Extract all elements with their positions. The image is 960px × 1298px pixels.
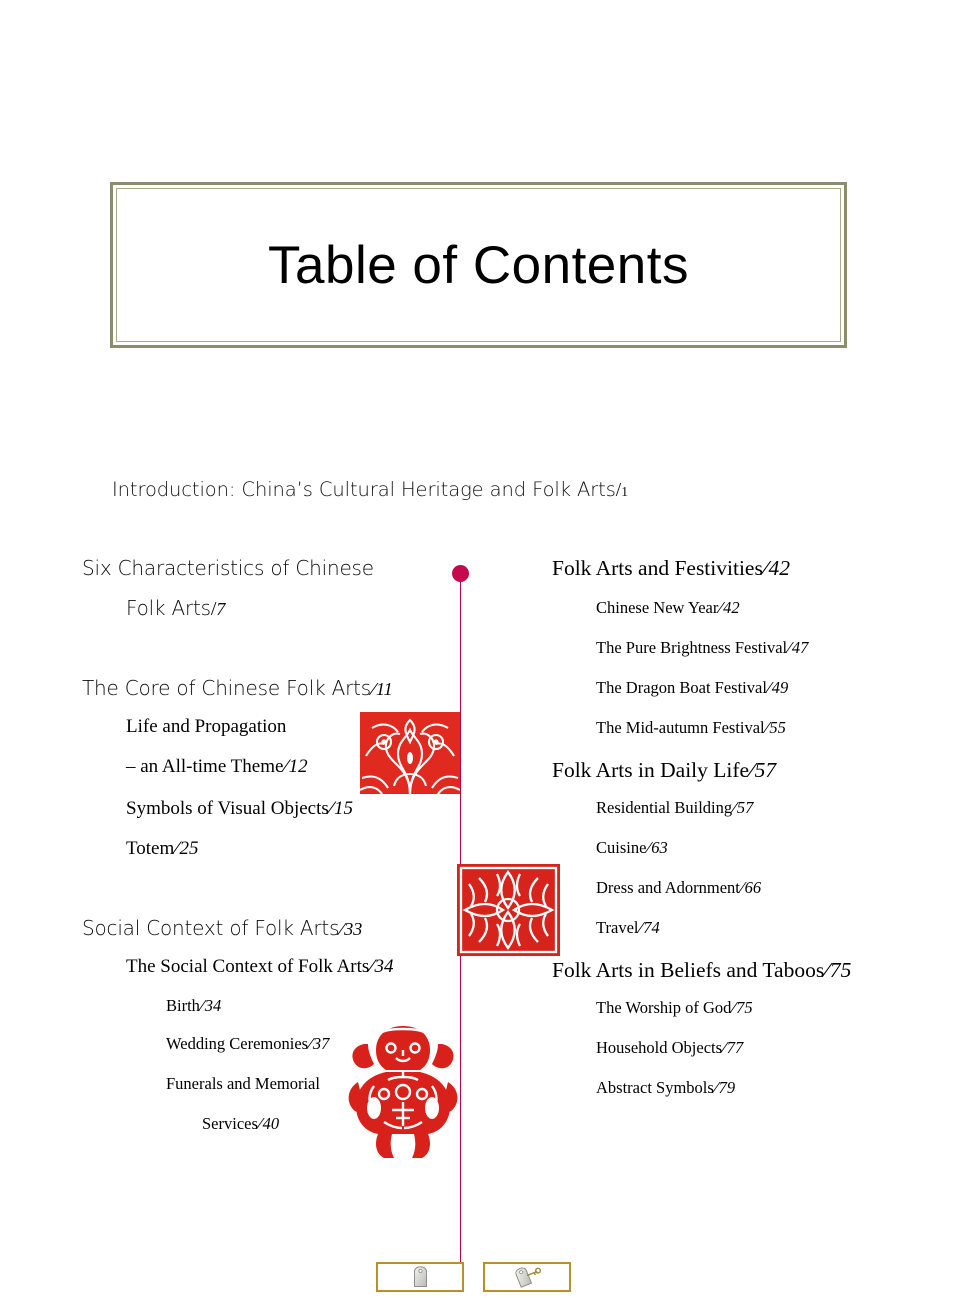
toc-entry-label: The Dragon Boat Festival [596, 678, 767, 697]
toc-entry-page-number: 57 [736, 798, 754, 817]
toc-entry-label: Cuisine [596, 838, 647, 857]
tag-with-key-icon [513, 1266, 541, 1288]
toc-entry-page-number: 34 [374, 956, 394, 977]
toc-entry[interactable] [202, 1114, 279, 1134]
toc-entry-label: Social Context of Folk Arts [82, 916, 340, 940]
toc-entry[interactable] [82, 556, 374, 580]
toc-entry[interactable] [166, 1074, 320, 1094]
toc-entry-separator: ⁄ [258, 1114, 262, 1133]
footer-tag-with-key-button[interactable] [483, 1262, 571, 1292]
toc-entry-page-number: 11 [375, 679, 393, 699]
toc-entry-label: Folk Arts in Beliefs and Taboos [552, 958, 825, 982]
toc-entry-page-number: 15 [333, 798, 353, 819]
toc-entry-page-number: 66 [744, 878, 762, 897]
toc-entry-page-number: 37 [312, 1034, 330, 1053]
toc-entry-label: Folk Arts and Festivities [552, 556, 763, 580]
toc-entry-page-number: 63 [651, 838, 668, 857]
toc-entry-separator: ⁄ [175, 838, 179, 859]
toc-entry[interactable] [126, 596, 225, 621]
toc-entry-separator: ⁄ [765, 718, 769, 737]
toc-entry-label: Household Objects [596, 1038, 723, 1057]
toc-entry-label: Birth [166, 996, 200, 1015]
toc-entry-page-number: 7 [216, 599, 226, 619]
toc-entry-separator: ⁄ [200, 996, 204, 1015]
toc-intro-label: Introduction: China’s Cultural Heritage and Folk Arts [112, 478, 616, 501]
toc-entry[interactable] [596, 998, 753, 1018]
toc-entry-label: Folk Arts in Daily Life [552, 758, 750, 782]
toc-entry[interactable] [596, 638, 808, 658]
toc-entry-label: Life and Propagation [126, 716, 287, 737]
toc-entry-page-number: 34 [204, 996, 222, 1015]
toc-entry[interactable] [166, 1034, 329, 1054]
toc-entry-separator: ⁄ [723, 1038, 726, 1057]
toc-entry-separator: ⁄ [825, 958, 829, 982]
toc-entry-label: – an All-time Theme [126, 756, 284, 777]
toc-entry-page-number: 25 [179, 838, 199, 859]
toc-entry-page-number: 55 [769, 718, 786, 737]
toc-entry-label: The Core of Chinese Folk Arts [82, 676, 371, 700]
toc-entry[interactable] [552, 556, 790, 581]
toc-entry-page-number: 12 [288, 756, 308, 777]
figure-papercut-image [344, 1022, 462, 1160]
toc-entry[interactable] [596, 598, 740, 618]
toc-entry-label: Travel [596, 918, 639, 937]
toc-entry[interactable] [596, 798, 753, 818]
toc-entry-separator: ⁄ [763, 556, 768, 580]
footer-tag-button[interactable] [376, 1262, 464, 1292]
toc-entry[interactable] [596, 918, 660, 938]
toc-entry[interactable] [82, 916, 362, 940]
toc-entry-separator: ⁄ [372, 679, 375, 699]
toc-entry-separator: ⁄ [340, 919, 344, 939]
toc-entry[interactable] [166, 996, 221, 1016]
toc-entry-separator: ⁄ [647, 838, 651, 857]
toc-entry[interactable] [552, 758, 776, 783]
toc-intro-page: 1 [621, 485, 629, 500]
toc-entry-label: Six Characteristics of Chinese [82, 556, 374, 580]
toc-entry-label: The Pure Brightness Festival [596, 638, 788, 657]
toc-entry-page-number: 75 [736, 998, 753, 1017]
toc-entry[interactable] [126, 756, 308, 778]
page-title-box [110, 182, 847, 348]
timeline-dot-marker [452, 565, 469, 582]
toc-entry-label: Services [202, 1114, 258, 1133]
toc-intro-separator: / [615, 480, 622, 501]
toc-entry-separator: ⁄ [329, 798, 333, 819]
toc-entry-label: Folk Arts [126, 596, 211, 620]
toc-entry-page-number: 33 [344, 919, 363, 939]
toc-entry-separator: ⁄ [639, 918, 643, 937]
tag-icon [412, 1266, 429, 1288]
page-title-box-inner [116, 188, 841, 342]
toc-entry-label: The Social Context of Folk Arts [126, 956, 370, 977]
toc-entry[interactable] [82, 676, 393, 700]
toc-entry-label: Symbols of Visual Objects [126, 798, 329, 819]
toc-entry-separator: ⁄ [309, 1034, 312, 1053]
toc-entry-page-number: 47 [791, 638, 809, 657]
toc-entry[interactable] [596, 678, 788, 698]
toc-entry[interactable] [126, 956, 393, 978]
toc-entry-page-number: 42 [768, 556, 790, 580]
toc-entry-page-number: 77 [726, 1038, 744, 1057]
toc-entry-page-number: 74 [643, 918, 660, 937]
toc-entry-label: Dress and Adornment [596, 878, 740, 897]
toc-entry-label: The Worship of God [596, 998, 732, 1017]
toc-entry-separator: / [210, 598, 217, 620]
toc-entry[interactable] [596, 1078, 735, 1098]
toc-entry[interactable] [596, 1038, 743, 1058]
lattice-papercut-image [457, 864, 560, 956]
toc-entry-page-number: 49 [771, 678, 789, 697]
toc-entry-separator: ⁄ [284, 756, 288, 777]
toc-entry-page-number: 40 [262, 1114, 280, 1133]
toc-entry[interactable] [596, 718, 786, 738]
toc-entry-page-number: 79 [718, 1078, 736, 1097]
toc-entry-label: The Mid-autumn Festival [596, 718, 765, 737]
toc-entry-label: Totem [126, 838, 175, 859]
toc-entry-separator: ⁄ [732, 998, 736, 1017]
toc-entry-page-number: 57 [754, 758, 777, 782]
toc-entry-label: Wedding Ceremonies [166, 1034, 309, 1053]
toc-entry-label: Residential Building [596, 798, 733, 817]
toc-entry-page-number: 42 [723, 598, 740, 617]
toc-entry-label: Chinese New Year [596, 598, 719, 617]
toc-entry[interactable] [126, 798, 353, 820]
toc-entry-label: Abstract Symbols [596, 1078, 714, 1097]
floral-papercut-image [360, 712, 460, 794]
toc-entry[interactable] [596, 878, 761, 898]
toc-entry[interactable] [596, 838, 668, 858]
toc-entry-separator: ⁄ [788, 638, 791, 657]
toc-entry-separator: ⁄ [750, 758, 754, 782]
toc-entry[interactable] [552, 958, 851, 983]
toc-entry-separator: ⁄ [719, 598, 723, 617]
toc-intro-entry[interactable] [112, 478, 628, 502]
toc-entry-page-number: 75 [829, 958, 852, 982]
toc-entry-separator: ⁄ [767, 678, 771, 697]
toc-entry-label: Funerals and Memorial [166, 1074, 320, 1093]
toc-entry[interactable] [126, 716, 286, 738]
toc-entry[interactable] [126, 838, 198, 860]
toc-entry-separator: ⁄ [740, 878, 744, 897]
toc-entry-separator: ⁄ [370, 956, 374, 977]
toc-entry-separator: ⁄ [733, 798, 736, 817]
toc-entry-separator: ⁄ [714, 1078, 718, 1097]
page-title: Table of Contents [268, 235, 689, 295]
